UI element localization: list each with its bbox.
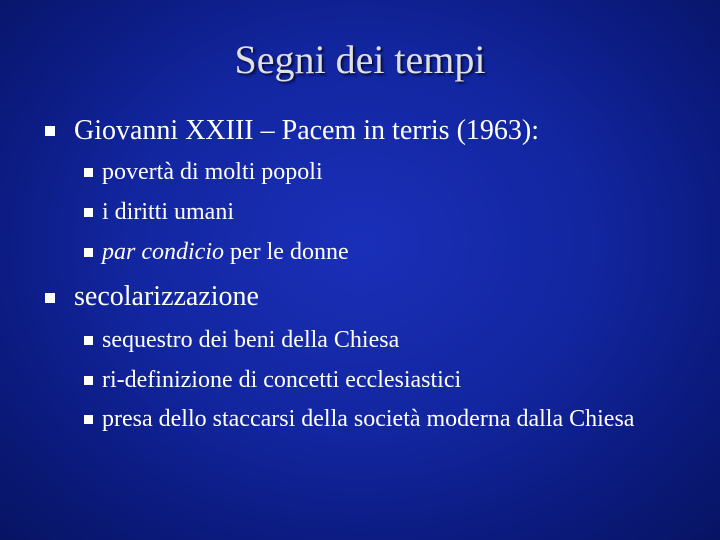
bullet-square-icon (84, 376, 93, 385)
par-condicio-rest: per le donne (223, 239, 349, 265)
list-item-ridefinizione: ri-definizione di concetti ecclesiastici (102, 367, 462, 393)
bullet-square-icon (84, 168, 93, 177)
list-item-diritti: i diritti umani (102, 199, 234, 225)
bullet-square-icon (45, 126, 55, 136)
bullet-square-icon (84, 208, 93, 217)
slide-title: Segni dei tempi (234, 37, 486, 82)
list-item-par-condicio (102, 238, 349, 266)
bullet-square-icon (84, 336, 93, 345)
list-item-presa: presa dello staccarsi della società moderna dalla Chiesa (102, 406, 635, 432)
bullet-square-icon (45, 293, 55, 303)
section-heading-pacem: Giovanni XXIII – Pacem in terris (1963): (74, 115, 539, 146)
list-item-poverta: povertà di molti popoli (102, 159, 323, 185)
bullet-square-icon (84, 415, 93, 424)
bullet-square-icon (84, 248, 93, 257)
section-heading-secolarizzazione: secolarizzazione (74, 281, 259, 312)
list-item-sequestro: sequestro dei beni della Chiesa (102, 327, 400, 353)
par-condicio-italic: par condicio (102, 239, 224, 265)
